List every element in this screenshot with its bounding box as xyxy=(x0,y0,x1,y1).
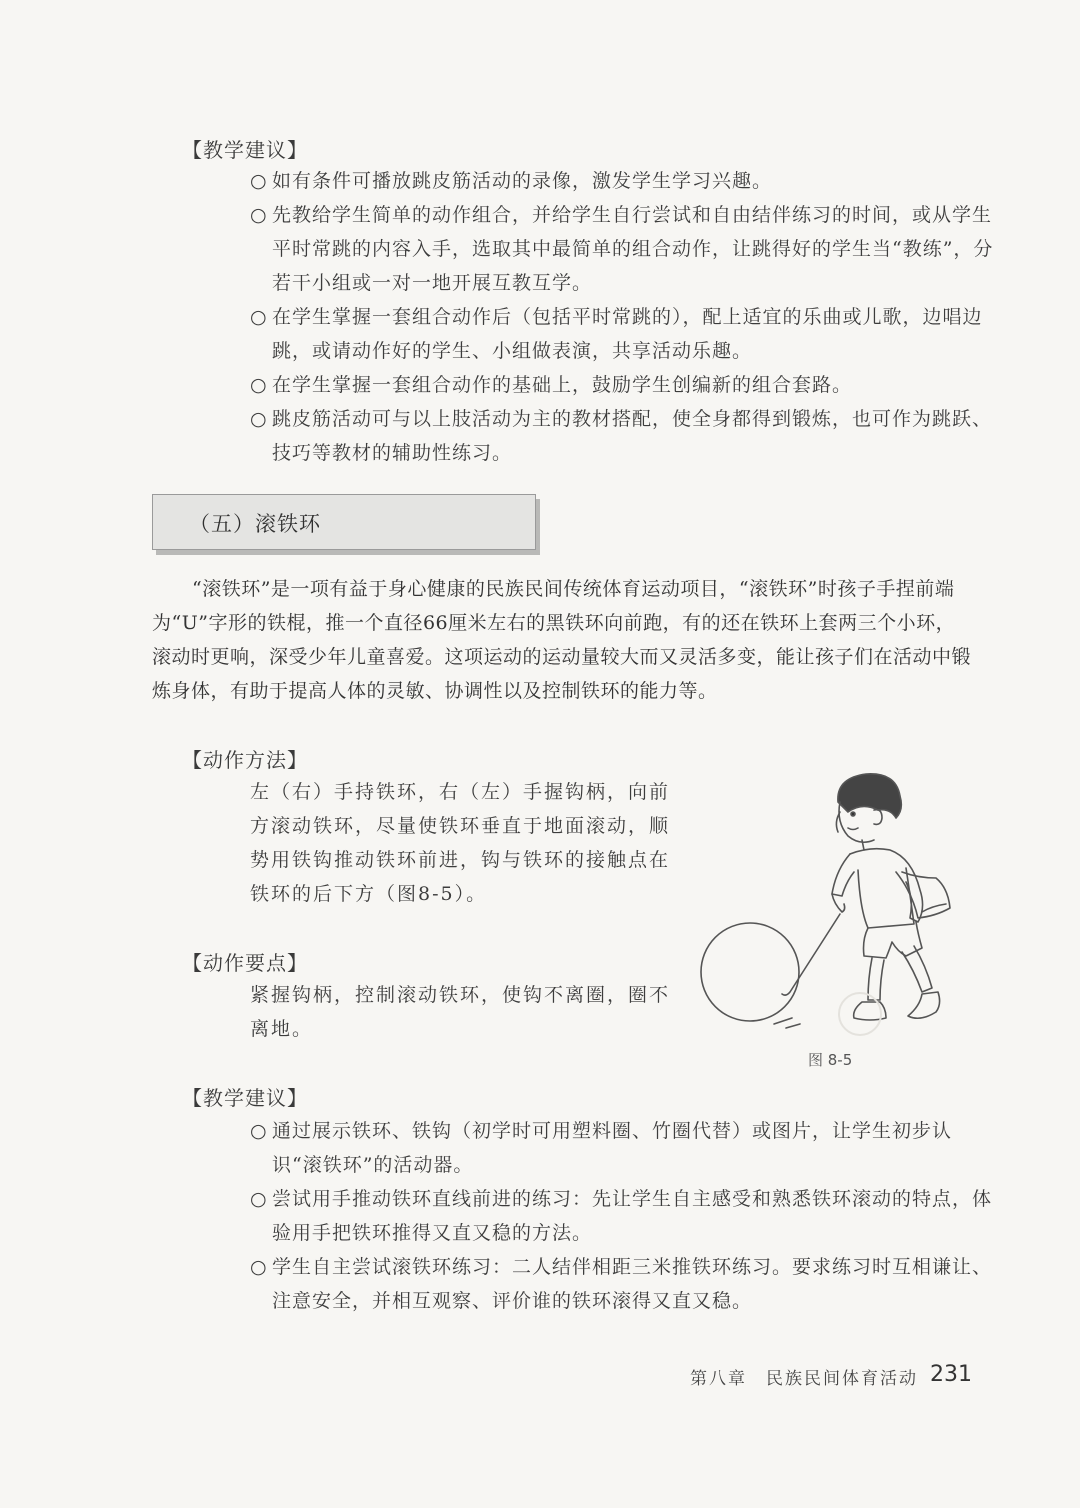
keypoints-text: 紧握钩柄，控制滚动铁环，使钩不离圈，圈不离地。 xyxy=(250,984,671,1040)
registered-watermark-icon xyxy=(838,992,882,1036)
teaching-suggestions-heading: 【教学建议】 xyxy=(182,1086,308,1110)
section-title: （五）滚铁环 xyxy=(189,512,321,536)
chapter-footer: 第八章 民族民间体育活动 xyxy=(690,1369,918,1389)
circle-bullet-icon: ○ xyxy=(250,306,268,328)
list-item xyxy=(250,300,994,368)
section-header-box xyxy=(152,494,536,550)
iron-hoop-icon xyxy=(701,923,799,1021)
list-item-text: 尝试用手推动铁环直线前进的练习：先让学生自主感受和熟悉铁环滚动的特点，体验用手把铁环推得又直又稳的方法。 xyxy=(272,1188,993,1244)
figure-caption: 图 8-5 xyxy=(808,1051,853,1069)
list-item-text: 如有条件可播放跳皮筋活动的录像，激发学生学习兴趣。 xyxy=(272,170,773,192)
boy-rolling-hoop-illustration xyxy=(690,762,980,1052)
list-item-text: 在学生掌握一套组合动作后（包括平时常跳的），配上适宜的乐曲或儿歌，边唱边跳，或请动作好的学生、小组做表演，共享活动乐趣。 xyxy=(272,306,983,362)
list-item xyxy=(250,1182,994,1250)
list-item-text: 跳皮筋活动可与以上肢活动为主的教材搭配，使全身都得到锻炼，也可作为跳跃、技巧等教材的辅助性练习。 xyxy=(272,408,993,464)
intro-paragraph: “滚铁环”是一项有益于身心健康的民族民间传统体育运动项目，“滚铁环”时孩子手捏前端为“U”字形的铁棍，推一个直径66厘米左右的黑铁环向前跑，有的还在铁环上套两三个小环，滚动时更响，深受少年儿童喜爱。这项运动的运动量较大而又灵活多变，能让孩子们在活动中锻炼身体，有助于提高人体的灵敏、协调性以及控制铁环的能力等。 xyxy=(152,578,972,702)
list-item-text: 在学生掌握一套组合动作的基础上，鼓励学生创编新的组合套路。 xyxy=(272,374,853,396)
list-item-text: 通过展示铁环、铁钩（初学时可用塑料圈、竹圈代替）或图片，让学生初步认识“滚铁环”的活动器。 xyxy=(272,1120,953,1176)
list-item xyxy=(250,198,994,300)
list-item xyxy=(250,402,994,470)
list-item xyxy=(250,164,994,198)
teaching-suggestions-heading: 【教学建议】 xyxy=(182,138,308,162)
page-number: 231 xyxy=(930,1362,972,1387)
circle-bullet-icon: ○ xyxy=(250,408,268,430)
list-item-text: 学生自主尝试滚铁环练习：二人结伴相距三米推铁环练习。要求练习时互相谦让、注意安全，并相互观察、评价谁的铁环滚得又直又稳。 xyxy=(272,1256,993,1312)
circle-bullet-icon: ○ xyxy=(250,1120,268,1142)
circle-bullet-icon: ○ xyxy=(250,204,268,226)
method-text: 左（右）手持铁环，右（左）手握钩柄，向前方滚动铁环，尽量使铁环垂直于地面滚动，顺势用铁钩推动铁环前进，钩与铁环的接触点在铁环的后下方（图8-5）。 xyxy=(250,781,671,905)
circle-bullet-icon: ○ xyxy=(250,170,268,192)
circle-bullet-icon: ○ xyxy=(250,1188,268,1210)
method-heading: 【动作方法】 xyxy=(182,748,308,772)
list-item-text: 先教给学生简单的动作组合，并给学生自行尝试和自由结伴练习的时间，或从学生平时常跳的内容入手，选取其中最简单的组合动作，让跳得好的学生当“教练”，分若干小组或一对一地开展互教互学。 xyxy=(272,204,994,294)
list-item xyxy=(250,368,994,402)
list-item xyxy=(250,1250,994,1318)
iron-hook-icon xyxy=(782,914,840,995)
circle-bullet-icon: ○ xyxy=(250,1256,268,1278)
circle-bullet-icon: ○ xyxy=(250,374,268,396)
list-item xyxy=(250,1114,994,1182)
keypoints-heading: 【动作要点】 xyxy=(182,951,308,975)
